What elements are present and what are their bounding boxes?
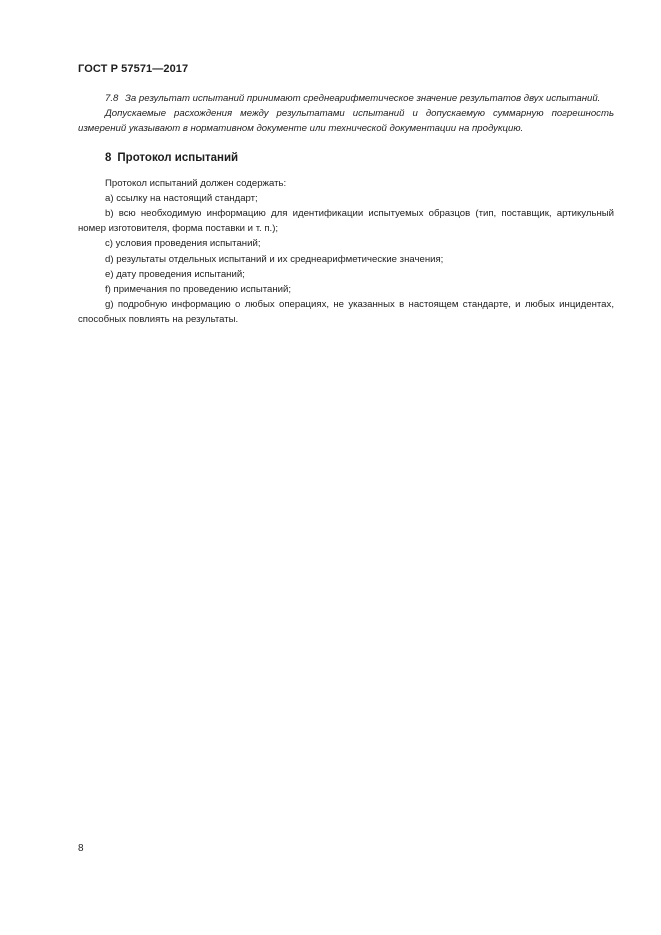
list-item-a: a) ссылку на настоящий стандарт;	[105, 192, 258, 204]
list-item-f: f) примечания по проведению испытаний;	[105, 284, 292, 296]
clause-7-8-note: Допускаемые расхождения между результатами испытаний и допускаемую суммарную погрешность измерений указывают в нормативном документе или технической документации на продукцию.	[78, 108, 614, 135]
clause-7-8	[78, 91, 614, 106]
standard-code: ГОСТ Р 57571—2017	[78, 63, 189, 75]
section-intro: Протокол испытаний должен содержать:	[105, 177, 287, 189]
list-item-b: b) всю необходимую информацию для идентификации испытуемых образцов (тип, поставщик, артикульный номер изготовителя, форма поставки и т. п.);	[78, 208, 614, 235]
page-number: 8	[78, 843, 84, 854]
section-title: Протокол испытаний	[117, 151, 239, 164]
list-item-g: g) подробную информацию о любых операциях, не указанных в настоящем стандарте, и любых инцидентах, способных повлиять на результаты.	[78, 299, 614, 326]
section-number: 8	[105, 151, 112, 164]
page-content	[78, 91, 614, 328]
clause-number: 7.8	[105, 93, 119, 104]
list-item-e: e) дату проведения испытаний;	[105, 268, 245, 280]
list-item-c: c) условия проведения испытаний;	[105, 238, 261, 250]
section-heading	[105, 150, 614, 166]
clause-text: За результат испытаний принимают среднеарифметическое значение результатов двух испытаний.	[125, 93, 601, 104]
list-item-d: d) результаты отдельных испытаний и их среднеарифметические значения;	[105, 253, 444, 265]
